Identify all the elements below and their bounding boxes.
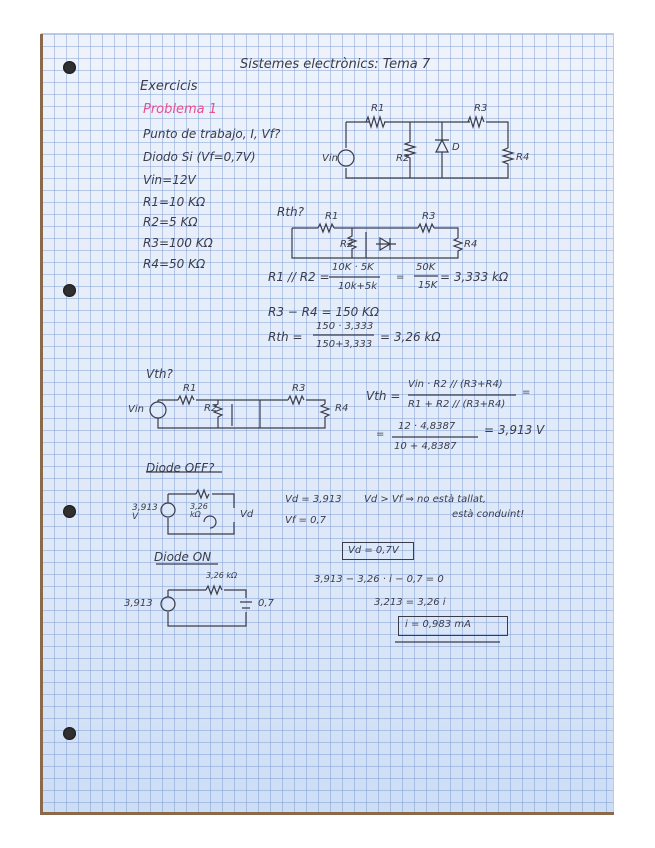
rth-eq1-result: = 3,333 kΩ bbox=[440, 270, 509, 284]
rth-eq3-num: 150 · 3,333 bbox=[316, 321, 374, 332]
vth-label-r2: R2 bbox=[204, 403, 218, 414]
diode-on-eq1: 3,913 − 3,26 · i − 0,7 = 0 bbox=[314, 574, 444, 585]
diode-on-eq2: 3,213 = 3,26 i bbox=[374, 597, 446, 608]
vth-eq2-num: 12 · 4,8387 bbox=[398, 421, 456, 432]
vth-eq2-den: 10 + 4,8387 bbox=[394, 441, 457, 452]
diode-on-circuit-wires bbox=[161, 586, 252, 626]
rth-eq1-num: 10K · 5K bbox=[332, 262, 374, 273]
given-task: Punto de trabajo, I, Vf? bbox=[143, 127, 281, 141]
vth-eq1-eq: = bbox=[522, 387, 531, 398]
rth-eq2: R3 − R4 = 150 KΩ bbox=[268, 305, 380, 319]
given-r4: R4=50 KΩ bbox=[143, 257, 206, 271]
diode-on-resistor: 3,26 kΩ bbox=[206, 571, 238, 580]
given-vin: Vin=12V bbox=[143, 173, 196, 187]
diode-on-vd-boxed: Vd = 0,7V bbox=[348, 545, 399, 556]
given-r2: R2=5 KΩ bbox=[143, 215, 198, 229]
diode-on-source: 3,913 bbox=[124, 598, 153, 609]
diode-on-heading: Diode ON bbox=[154, 550, 212, 564]
rth-label-r1: R1 bbox=[325, 211, 339, 222]
diode-off-eq1: Vd = 3,913 bbox=[285, 494, 342, 505]
rth-eq3-den: 150+3,333 bbox=[316, 339, 373, 350]
c1-label-r1: R1 bbox=[371, 103, 385, 114]
diode-off-source: 3,913 V bbox=[132, 503, 158, 522]
vth-eq1-num: Vin · R2 // (R3+R4) bbox=[408, 379, 503, 390]
diode-on-answer: i = 0,983 mA bbox=[405, 619, 471, 630]
rth-eq3-lhs: Rth = bbox=[268, 330, 303, 344]
problem-heading: Problema 1 bbox=[143, 102, 218, 117]
rth-eq1-mid-den: 15K bbox=[418, 280, 438, 291]
rth-circuit-wires bbox=[292, 224, 462, 258]
c1-label-vin: Vin bbox=[322, 153, 338, 164]
vth-label-r1: R1 bbox=[183, 383, 197, 394]
c1-label-r3: R3 bbox=[474, 103, 488, 114]
diode-off-compare2: està conduint! bbox=[452, 509, 525, 520]
diode-off-vd: Vd bbox=[240, 509, 254, 520]
given-r3: R3=100 KΩ bbox=[143, 236, 213, 250]
diode-off-heading: Diode OFF? bbox=[146, 461, 215, 475]
page-title: Sistemes electrònics: Tema 7 bbox=[240, 57, 431, 72]
vth-label-vin: Vin bbox=[128, 404, 144, 415]
rth-label-r3: R3 bbox=[422, 211, 436, 222]
vth-label-r3: R3 bbox=[292, 383, 306, 394]
rth-eq1-mid-num: 50K bbox=[416, 262, 436, 273]
circuit-1-wires bbox=[338, 117, 513, 178]
rth-heading: Rth? bbox=[277, 205, 305, 219]
rth-eq1-den: 10k+5k bbox=[338, 281, 378, 292]
rth-label-r2: R2 bbox=[340, 239, 354, 250]
rth-eq3-result: = 3,26 kΩ bbox=[380, 330, 441, 344]
diode-on-vd: 0,7 bbox=[258, 598, 274, 609]
c1-label-d: D bbox=[452, 142, 460, 153]
rth-label-r4: R4 bbox=[464, 239, 478, 250]
vth-circuit-wires bbox=[150, 396, 329, 428]
vth-label-r4: R4 bbox=[335, 403, 349, 414]
vth-eq2-eq: = bbox=[376, 429, 385, 440]
diode-off-eq2: Vf = 0,7 bbox=[285, 515, 327, 526]
c1-label-r4: R4 bbox=[516, 152, 530, 163]
vth-eq2-result: = 3,913 V bbox=[484, 423, 545, 437]
diode-off-resistor: 3,26 kΩ bbox=[190, 502, 208, 519]
c1-label-r2: R2 bbox=[396, 153, 410, 164]
given-diode: Diodo Si (Vf=0,7V) bbox=[143, 150, 256, 164]
exercise-heading: Exercicis bbox=[140, 79, 198, 94]
vth-eq1-den: R1 + R2 // (R3+R4) bbox=[408, 399, 506, 410]
rth-eq1-eq: = bbox=[396, 272, 405, 283]
rth-eq1-lhs: R1 // R2 = bbox=[268, 270, 330, 284]
vth-eq1-lhs: Vth = bbox=[366, 389, 401, 403]
diode-off-compare: Vd > Vf ⇒ no està tallat, bbox=[364, 494, 487, 505]
given-r1: R1=10 KΩ bbox=[143, 195, 206, 209]
vth-heading: Vth? bbox=[146, 367, 173, 381]
